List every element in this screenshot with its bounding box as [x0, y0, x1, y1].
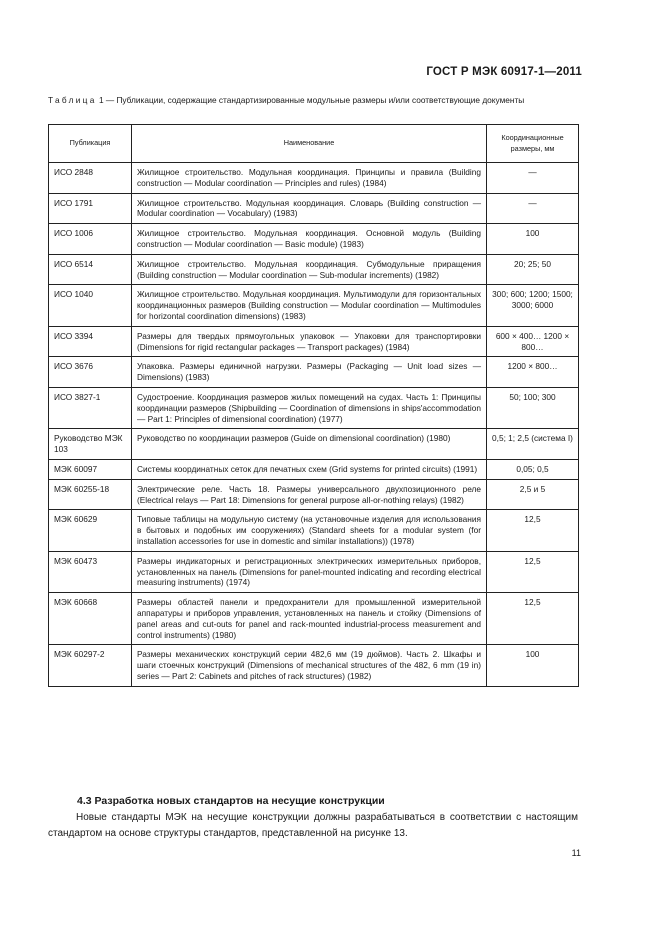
table-row: [49, 510, 579, 551]
publication-code: МЭК 60255-18: [49, 479, 132, 510]
publication-name: Жилищное строительство. Модульная координация. Словарь (Building construction — Modular coordination — Vocabulary) (1983): [132, 193, 487, 224]
publication-code: МЭК 60668: [49, 593, 132, 645]
publication-code: ИСО 1040: [49, 285, 132, 326]
coordination-size: 20; 25; 50: [487, 254, 579, 285]
publication-name: Типовые таблицы на модульную систему (на установочные изделия для использования в бытовых и подобных им сооружениях) (Standard sheets for a modular system (for installation accessories for use in domestic and similar installations)) (1978): [132, 510, 487, 551]
table-row: [49, 163, 579, 194]
table-row: [49, 387, 579, 428]
publication-name: Жилищное строительство. Модульная координация. Субмодульные приращения (Building construction — Modular coordination — Sub-modular increments) (1982): [132, 254, 487, 285]
coordination-size: 100: [487, 224, 579, 255]
table-row: [49, 326, 579, 357]
table-row: [49, 193, 579, 224]
publication-code: МЭК 60629: [49, 510, 132, 551]
publication-name: Упаковка. Размеры единичной нагрузки. Размеры (Packaging — Unit load sizes — Dimensions) (1983): [132, 357, 487, 388]
table-row: [49, 254, 579, 285]
coordination-size: 0,5; 1; 2,5 (система I): [487, 429, 579, 460]
publication-code: МЭК 60097: [49, 459, 132, 479]
publication-name: Жилищное строительство. Модульная координация. Мультимодули для горизонтальных координационных размеров (Building construction — Modular coordination — Multimodules for horizontal coordination dimensions) (1983): [132, 285, 487, 326]
table-caption-text: 1 — Публикации, содержащие стандартизированные модульные размеры и/или соответствующие документы: [96, 95, 525, 105]
table-caption: [48, 95, 588, 107]
coordination-size: 100: [487, 645, 579, 686]
publication-name: Жилищное строительство. Модульная координация. Принципы и правила (Building construction — Modular coordination — Principles and rules) (1984): [132, 163, 487, 194]
coordination-size: 300; 600; 1200; 1500; 3000; 6000: [487, 285, 579, 326]
publications-table: [48, 124, 579, 687]
publication-name: Размеры индикаторных и регистрационных электрических измерительных приборов, установленных на панель (Dimensions for panel-mounted indicating and recording electrical measuring instruments) (1974): [132, 551, 487, 592]
publication-code: ИСО 3394: [49, 326, 132, 357]
coordination-size: —: [487, 193, 579, 224]
page-number: 11: [571, 848, 581, 858]
table-row: [49, 551, 579, 592]
publication-code: ИСО 3676: [49, 357, 132, 388]
publication-code: ИСО 6514: [49, 254, 132, 285]
publication-code: ИСО 1791: [49, 193, 132, 224]
publication-name: Системы координатных сеток для печатных схем (Grid systems for printed circuits) (1991): [132, 459, 487, 479]
table-header-row: [49, 125, 579, 163]
coordination-size: 12,5: [487, 593, 579, 645]
column-header-name: Наименование: [132, 125, 487, 163]
table-row: [49, 645, 579, 686]
coordination-size: 50; 100; 300: [487, 387, 579, 428]
publication-name: Судостроение. Координация размеров жилых помещений на судах. Часть 1: Принципы координации размеров (Shipbuilding — Coordination of dimensions in ships'accommodation — Part 1: Principles of dimensional coordination) (1977): [132, 387, 487, 428]
publication-code: ИСО 1006: [49, 224, 132, 255]
coordination-size: 600 × 400… 1200 × 800…: [487, 326, 579, 357]
document-header: ГОСТ Р МЭК 60917-1—2011: [426, 66, 582, 78]
publication-code: МЭК 60473: [49, 551, 132, 592]
coordination-size: —: [487, 163, 579, 194]
coordination-size: 12,5: [487, 551, 579, 592]
table-row: [49, 593, 579, 645]
publication-name: Размеры механических конструкций серии 482,6 мм (19 дюймов). Часть 2. Шкафы и шаги стоечных конструкций (Dimensions of mechanical structures of the 482, 6 mm (19 in) series — Part 2: Cabinets and pitches of rack structures) (1982): [132, 645, 487, 686]
publication-name: Электрические реле. Часть 18. Размеры универсального двухпозиционного реле (Electrical relays — Part 18: Dimensions for general purpose all-or-nothing relays) (1982): [132, 479, 487, 510]
table-caption-label: Таблица: [48, 95, 97, 105]
table-row: [49, 459, 579, 479]
publication-name: Жилищное строительство. Модульная координация. Основной модуль (Building construction — Modular coordination — Basic module) (1983): [132, 224, 487, 255]
publication-code: Руководство МЭК 103: [49, 429, 132, 460]
coordination-size: 12,5: [487, 510, 579, 551]
table-row: [49, 479, 579, 510]
publication-code: МЭК 60297-2: [49, 645, 132, 686]
publication-name: Руководство по координации размеров (Guide on dimensional coordination) (1980): [132, 429, 487, 460]
publication-name: Размеры для твердых прямоугольных упаковок — Упаковки для транспортировки (Dimensions for rigid rectangular packages — Transport packages) (1984): [132, 326, 487, 357]
section-paragraph: Новые стандарты МЭК на несущие конструкции должны разрабатываться в соответствии с настоящим стандартом на основе структуры стандартов, представленной на рисунке 13.: [48, 812, 578, 839]
publication-name: Размеры областей панели и предохранители для промышленной измерительной аппаратуры и приборов управления, установленных на панель и стойку (Dimensions of panel areas and cut-outs for panel and rack-mounted industrial-process measurement and control instruments) (1980): [132, 593, 487, 645]
coordination-size: 0,05; 0,5: [487, 459, 579, 479]
coordination-size: 1200 × 800…: [487, 357, 579, 388]
table-row: [49, 285, 579, 326]
column-header-sizes: Координационные размеры, мм: [487, 125, 579, 163]
publication-code: ИСО 2848: [49, 163, 132, 194]
table-row: [49, 429, 579, 460]
column-header-publication: Публикация: [49, 125, 132, 163]
table-row: [49, 224, 579, 255]
section-heading: 4.3 Разработка новых стандартов на несущие конструкции: [77, 795, 385, 807]
coordination-size: 2,5 и 5: [487, 479, 579, 510]
table-row: [49, 357, 579, 388]
publication-code: ИСО 3827-1: [49, 387, 132, 428]
